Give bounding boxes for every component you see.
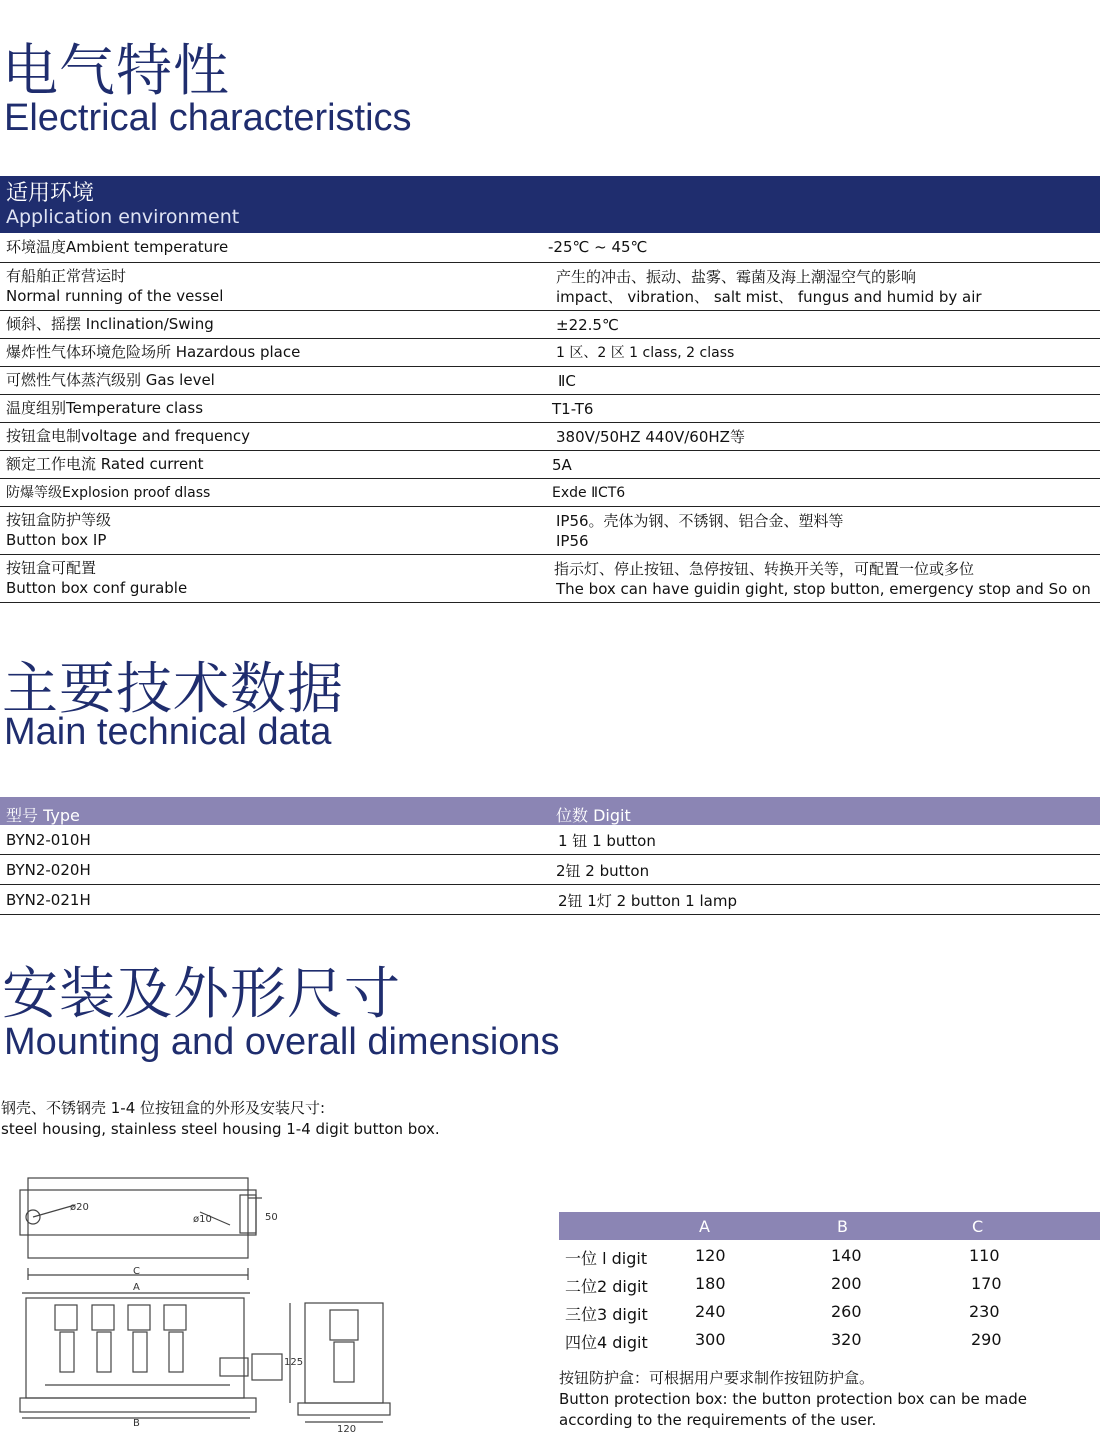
- dim-header-b: B: [837, 1217, 848, 1236]
- table-row: [0, 394, 1100, 422]
- dim-header-a: A: [699, 1217, 710, 1236]
- drawing-label: C: [133, 1266, 140, 1277]
- dim-cell: 320: [831, 1330, 862, 1349]
- spec-label: 按钮盒电制voltage and frequency: [6, 427, 251, 445]
- spec-value: 产生的冲击、振动、盐雾、霉菌及海上潮湿空气的影响: [556, 267, 917, 286]
- dim-cell: 240: [695, 1302, 726, 1321]
- table-row: [0, 366, 1100, 394]
- drawing-label: B: [133, 1418, 140, 1429]
- spec-label-en: Normal running of the vessel: [6, 287, 224, 305]
- header-type: 型号 Type: [6, 806, 80, 825]
- spec-value: 指示灯、停止按钮、急停按钮、转换开关等，可配置一位或多位: [554, 559, 975, 578]
- spec-label: 按钮盒防护等级: [6, 511, 112, 529]
- spec-label: 爆炸性气体环境危险场所 Hazardous place: [6, 343, 301, 361]
- dimension-table-header: [559, 1212, 1100, 1240]
- spec-value: 5A: [552, 455, 572, 474]
- spec-label: 可燃性气体蒸汽级别 Gas level: [6, 371, 215, 389]
- bar-title-cn: 适用环境: [6, 181, 95, 206]
- dim-cell: 170: [971, 1274, 1002, 1293]
- spec-label: 额定工作电流 Rated current: [6, 455, 204, 473]
- spec-label-en: Button box conf gurable: [6, 579, 188, 597]
- spec-value: ±22.5℃: [556, 315, 619, 334]
- dim-cell: 110: [969, 1246, 1000, 1265]
- dim-cell: 180: [695, 1274, 726, 1293]
- table-row: [0, 885, 1100, 915]
- dim-cell: 300: [695, 1330, 726, 1349]
- spec-value: 380V/50HZ 440V/60HZ等: [556, 427, 745, 446]
- dimension-desc-cn: 钢壳、不锈钢壳 1-4 位按钮盒的外形及安装尺寸:: [1, 1099, 326, 1117]
- drawing-label: 125: [284, 1357, 304, 1368]
- table-row: [0, 233, 1100, 262]
- header-digit: 位数 Digit: [556, 806, 631, 825]
- tech-data-table: [0, 825, 1100, 915]
- dim-cell: 一位 l digit: [565, 1249, 648, 1268]
- electrical-spec-table: [0, 233, 1100, 603]
- protection-box-note-en2: according to the requirements of the user.: [559, 1411, 877, 1429]
- spec-value: T1-T6: [552, 399, 594, 418]
- spec-value: 1 区、2 区 1 class, 2 class: [556, 344, 735, 361]
- table-row: [0, 506, 1100, 554]
- table-row: [0, 554, 1100, 602]
- dim-cell: 三位3 digit: [565, 1305, 648, 1324]
- table-row: [0, 478, 1100, 506]
- bar-title-en: Application environment: [6, 206, 240, 228]
- table-row: [559, 1325, 1100, 1353]
- model-digit: 2钮 1灯 2 button 1 lamp: [558, 892, 737, 910]
- table-row: [0, 825, 1100, 855]
- spec-label-en: Button box IP: [6, 531, 107, 549]
- spec-value-en: IP56: [556, 531, 589, 550]
- dim-cell: 140: [831, 1246, 862, 1265]
- spec-label: 按钮盒可配置: [6, 559, 97, 577]
- spec-label: 有船舶正常营运时: [6, 267, 127, 285]
- spec-value-en: impact、 vibration、 salt mist、 fungus and humid by air: [556, 287, 982, 306]
- section1-title-en: Electrical characteristics: [4, 97, 412, 139]
- spec-label: 防爆等级Explosion proof dlass: [6, 484, 211, 501]
- dimension-drawing: [0, 1160, 420, 1440]
- dim-cell: 260: [831, 1302, 862, 1321]
- dimension-desc-en: steel housing, stainless steel housing 1-4 digit button box.: [1, 1120, 440, 1138]
- model-type: BYN2-021H: [6, 890, 91, 909]
- spec-label: 温度组别Temperature class: [6, 399, 204, 417]
- table-row: [0, 422, 1100, 450]
- dim-header-c: C: [972, 1217, 984, 1236]
- section3-title-en: Mounting and overall dimensions: [4, 1021, 560, 1063]
- tech-data-header: [0, 797, 1100, 825]
- spec-value: ⅡC: [558, 371, 576, 390]
- dim-cell: 200: [831, 1274, 862, 1293]
- drawing-label: ø20: [70, 1202, 89, 1213]
- top-view-outline: [20, 1190, 256, 1235]
- model-digit: 2钮 2 button: [556, 862, 650, 880]
- dim-cell: 230: [969, 1302, 1000, 1321]
- spec-value: -25℃ ~ 45℃: [548, 238, 648, 256]
- spec-value: IP56。壳体为钢、不锈钢、铝合金、塑料等: [556, 511, 844, 530]
- model-type: BYN2-010H: [6, 830, 91, 849]
- section3-title-cn: 安装及外形尺寸: [2, 962, 401, 1027]
- protection-box-note-cn: 按钮防护盒：可根据用户要求制作按钮防护盒。: [559, 1369, 875, 1387]
- drawing-label: 120: [337, 1424, 357, 1435]
- dimension-table-body: [559, 1241, 1100, 1353]
- drawing-label: A: [133, 1282, 140, 1293]
- dim-cell: 120: [695, 1246, 726, 1265]
- table-row: [0, 338, 1100, 366]
- drawing-label: 50: [265, 1212, 278, 1223]
- dim-cell: 290: [971, 1330, 1002, 1349]
- table-row: [0, 450, 1100, 478]
- drawing-label: ø10: [193, 1214, 212, 1225]
- spec-label: 环境温度Ambient temperature: [6, 238, 229, 257]
- spec-label: 倾斜、摇摆 Inclination/Swing: [6, 315, 214, 333]
- table-row: [559, 1269, 1100, 1297]
- section1-title-cn: 电气特性: [2, 39, 230, 104]
- dim-cell: 四位4 digit: [565, 1333, 648, 1352]
- table-row: [559, 1297, 1100, 1325]
- spec-value-en: The box can have guidin gight, stop button, emergency stop and So on: [556, 579, 1091, 598]
- section2-title-en: Main technical data: [4, 711, 332, 753]
- section2-title-cn: 主要技术数据: [2, 657, 344, 722]
- model-digit: 1 钮 1 button: [558, 832, 656, 850]
- table-row: [559, 1241, 1100, 1269]
- model-type: BYN2-020H: [6, 860, 91, 879]
- table-row: [0, 310, 1100, 338]
- table-row: [0, 855, 1100, 885]
- table-row: [0, 262, 1100, 310]
- dim-cell: 二位2 digit: [565, 1277, 648, 1296]
- application-environment-bar: [0, 176, 1100, 233]
- protection-box-note-en1: Button protection box: the button protection box can be made: [559, 1390, 1028, 1408]
- spec-value: Exde ⅡCT6: [552, 484, 626, 501]
